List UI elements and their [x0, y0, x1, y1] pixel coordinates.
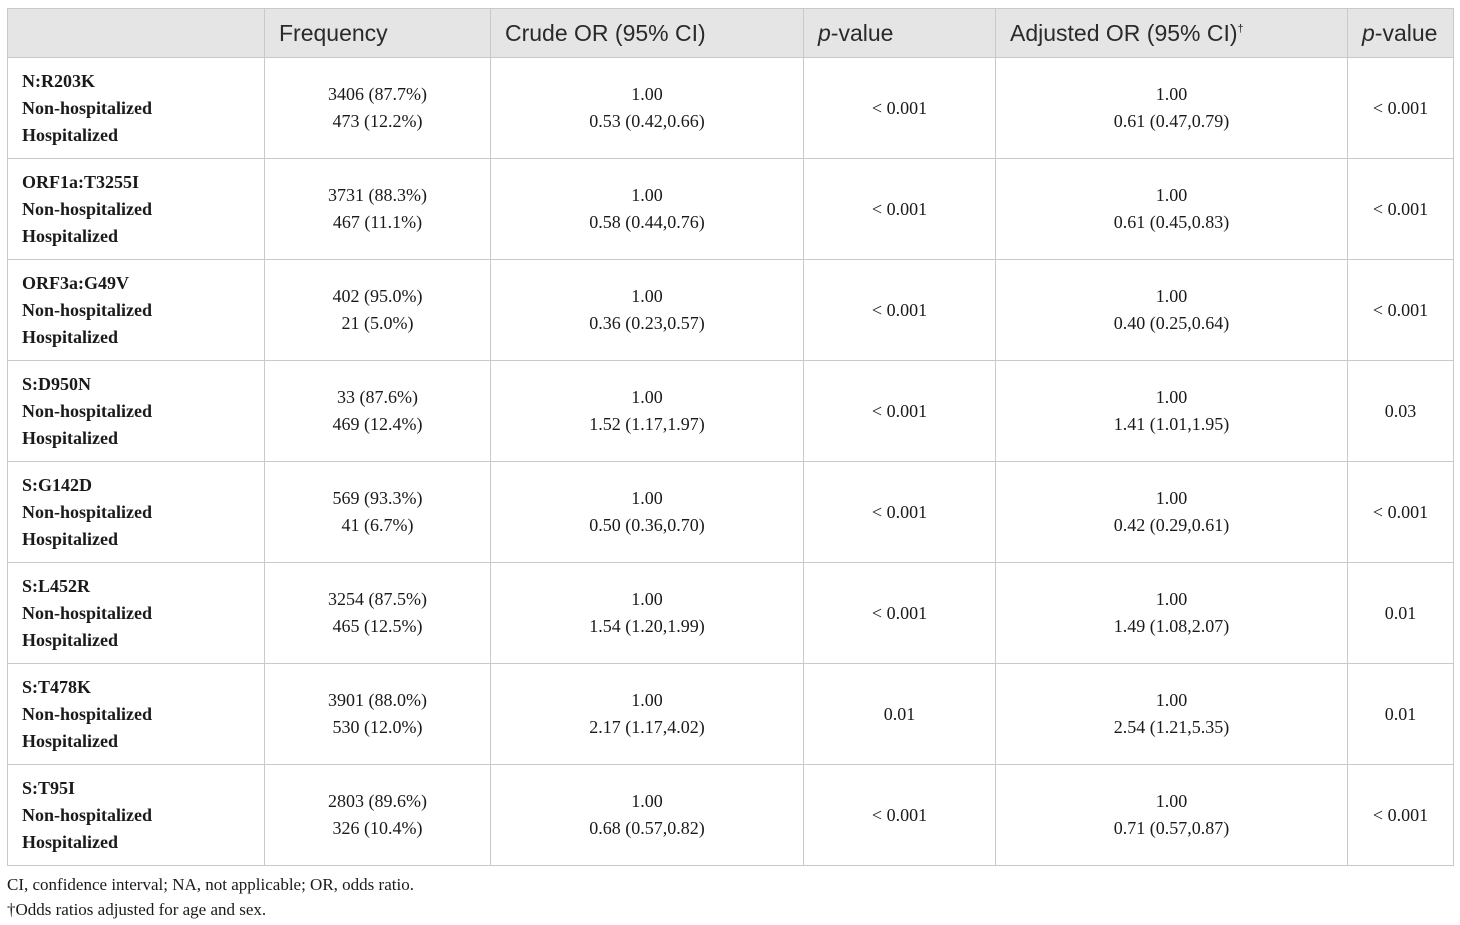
frequency-cell	[265, 159, 491, 260]
group-label: Non-hospitalized	[22, 299, 153, 320]
crude-or-value: 0.68 (0.57,0.82)	[589, 818, 705, 838]
adjusted-or-value: 1.00	[1155, 488, 1188, 508]
group-label: Hospitalized	[22, 831, 119, 852]
p-value-crude-cell: < 0.001	[804, 765, 996, 866]
variant-name: N:R203K	[22, 70, 95, 91]
group-label: Non-hospitalized	[22, 602, 153, 623]
adjusted-or-value: 1.00	[1155, 387, 1188, 407]
header-p-value-adjusted	[1348, 9, 1454, 58]
frequency-cell	[265, 563, 491, 664]
adjusted-or-value: 1.00	[1155, 690, 1188, 710]
header-crude-or: Crude OR (95% CI)	[491, 9, 804, 58]
crude-or-cell	[491, 260, 804, 361]
frequency-cell	[265, 58, 491, 159]
variant-name: ORF3a:G49V	[22, 272, 129, 293]
crude-or-cell	[491, 664, 804, 765]
table-row	[8, 563, 1454, 664]
header-p-rest: -value	[1374, 19, 1438, 46]
variant-name: ORF1a:T3255I	[22, 171, 139, 192]
group-label: Hospitalized	[22, 427, 119, 448]
table-row	[8, 462, 1454, 563]
crude-or-value: 1.52 (1.17,1.97)	[589, 414, 705, 434]
adjusted-or-value: 1.41 (1.01,1.95)	[1113, 414, 1230, 434]
adjusted-or-value: 0.71 (0.57,0.87)	[1113, 818, 1230, 838]
frequency-value: 3901 (88.0%)	[328, 690, 427, 710]
p-value-adjusted-cell: 0.03	[1348, 361, 1454, 462]
crude-or-cell	[491, 462, 804, 563]
header-row	[8, 9, 1454, 58]
adjusted-or-value: 1.00	[1155, 185, 1188, 205]
p-value-crude-cell: < 0.001	[804, 462, 996, 563]
variant-name: S:G142D	[22, 474, 93, 495]
table-row	[8, 765, 1454, 866]
group-label: Non-hospitalized	[22, 703, 153, 724]
header-variant	[8, 9, 265, 58]
frequency-value: 467 (11.1%)	[332, 212, 423, 232]
adjusted-or-cell	[996, 361, 1348, 462]
variant-cell	[8, 260, 265, 361]
footnote-abbreviations: CI, confidence interval; NA, not applicable; OR, odds ratio.	[7, 875, 414, 894]
p-value-adjusted-cell: < 0.001	[1348, 462, 1454, 563]
frequency-cell	[265, 462, 491, 563]
adjusted-or-cell	[996, 664, 1348, 765]
table-header	[8, 9, 1454, 58]
p-value-adjusted-cell: < 0.001	[1348, 765, 1454, 866]
table-row	[8, 361, 1454, 462]
adjusted-or-value: 2.54 (1.21,5.35)	[1113, 717, 1230, 737]
adjusted-or-value: 1.00	[1155, 286, 1188, 306]
table-row	[8, 260, 1454, 361]
group-label: Hospitalized	[22, 629, 119, 650]
frequency-value: 326 (10.4%)	[332, 818, 423, 838]
group-label: Non-hospitalized	[22, 501, 153, 522]
group-label: Non-hospitalized	[22, 400, 153, 421]
frequency-value: 469 (12.4%)	[332, 414, 423, 434]
footnote-adjustment: †Odds ratios adjusted for age and sex.	[7, 900, 267, 919]
frequency-value: 2803 (89.6%)	[328, 791, 427, 811]
crude-or-value: 0.50 (0.36,0.70)	[589, 515, 705, 535]
frequency-value: 473 (12.2%)	[332, 111, 423, 131]
p-value-adjusted-cell: < 0.001	[1348, 159, 1454, 260]
variant-cell	[8, 361, 265, 462]
adjusted-or-value: 0.42 (0.29,0.61)	[1113, 515, 1230, 535]
frequency-value: 402 (95.0%)	[332, 286, 423, 306]
table-row	[8, 159, 1454, 260]
group-label: Hospitalized	[22, 528, 119, 549]
frequency-value: 33 (87.6%)	[337, 387, 418, 407]
header-frequency: Frequency	[265, 9, 491, 58]
crude-or-value: 0.58 (0.44,0.76)	[589, 212, 705, 232]
crude-or-value: 2.17 (1.17,4.02)	[589, 717, 705, 737]
adjusted-or-value: 1.49 (1.08,2.07)	[1113, 616, 1230, 636]
variant-cell	[8, 462, 265, 563]
header-p-rest: -value	[830, 19, 894, 46]
crude-or-value: 1.00	[631, 387, 663, 407]
group-label: Non-hospitalized	[22, 804, 153, 825]
variant-name: S:L452R	[22, 575, 91, 596]
crude-or-value: 0.53 (0.42,0.66)	[589, 111, 705, 131]
header-p-italic: p	[818, 19, 831, 46]
variant-name: S:T95I	[22, 777, 76, 798]
crude-or-cell	[491, 159, 804, 260]
p-value-adjusted-cell: 0.01	[1348, 664, 1454, 765]
variant-name: S:T478K	[22, 676, 92, 697]
crude-or-value: 1.00	[631, 84, 663, 104]
crude-or-cell	[491, 361, 804, 462]
group-label: Hospitalized	[22, 326, 119, 347]
adjusted-or-value: 0.61 (0.45,0.83)	[1113, 212, 1230, 232]
crude-or-value: 1.00	[631, 488, 663, 508]
table-row	[8, 58, 1454, 159]
adjusted-or-cell	[996, 462, 1348, 563]
crude-or-value: 1.00	[631, 286, 663, 306]
crude-or-value: 1.00	[631, 690, 663, 710]
odds-ratio-table	[7, 8, 1454, 866]
header-p-value-crude	[804, 9, 996, 58]
group-label: Non-hospitalized	[22, 198, 153, 219]
crude-or-value: 1.00	[631, 589, 663, 609]
p-value-adjusted-cell: < 0.001	[1348, 58, 1454, 159]
variant-cell	[8, 664, 265, 765]
crude-or-cell	[491, 58, 804, 159]
p-value-crude-cell: 0.01	[804, 664, 996, 765]
frequency-cell	[265, 765, 491, 866]
crude-or-cell	[491, 563, 804, 664]
adjusted-or-value: 1.00	[1155, 791, 1188, 811]
variant-name: S:D950N	[22, 373, 92, 394]
adjusted-or-cell	[996, 765, 1348, 866]
variant-cell	[8, 563, 265, 664]
variant-cell	[8, 765, 265, 866]
p-value-crude-cell: < 0.001	[804, 260, 996, 361]
frequency-value: 530 (12.0%)	[332, 717, 423, 737]
frequency-cell	[265, 260, 491, 361]
frequency-value: 3406 (87.7%)	[328, 84, 427, 104]
frequency-value: 21 (5.0%)	[341, 313, 414, 333]
crude-or-cell	[491, 765, 804, 866]
adjusted-or-cell	[996, 260, 1348, 361]
adjusted-or-cell	[996, 58, 1348, 159]
table-body	[8, 58, 1454, 866]
frequency-value: 3731 (88.3%)	[328, 185, 427, 205]
p-value-adjusted-cell: < 0.001	[1348, 260, 1454, 361]
variant-cell	[8, 159, 265, 260]
crude-or-value: 1.54 (1.20,1.99)	[589, 616, 705, 636]
adjusted-or-value: 1.00	[1155, 589, 1188, 609]
adjusted-or-cell	[996, 563, 1348, 664]
p-value-adjusted-cell: 0.01	[1348, 563, 1454, 664]
header-adjusted-label: Adjusted OR (95% CI)	[1010, 19, 1238, 46]
group-label: Hospitalized	[22, 124, 119, 145]
frequency-value: 3254 (87.5%)	[328, 589, 427, 609]
adjusted-or-value: 1.00	[1155, 84, 1188, 104]
variant-cell	[8, 58, 265, 159]
frequency-cell	[265, 361, 491, 462]
group-label: Hospitalized	[22, 225, 119, 246]
frequency-cell	[265, 664, 491, 765]
table-row	[8, 664, 1454, 765]
group-label: Hospitalized	[22, 730, 119, 751]
crude-or-value: 1.00	[631, 185, 663, 205]
header-p-italic: p	[1362, 19, 1375, 46]
group-label: Non-hospitalized	[22, 97, 153, 118]
adjusted-or-value: 0.40 (0.25,0.64)	[1113, 313, 1230, 333]
adjusted-or-cell	[996, 159, 1348, 260]
crude-or-value: 0.36 (0.23,0.57)	[589, 313, 705, 333]
table-footnotes	[7, 872, 414, 922]
crude-or-value: 1.00	[631, 791, 663, 811]
p-value-crude-cell: < 0.001	[804, 58, 996, 159]
p-value-crude-cell: < 0.001	[804, 361, 996, 462]
header-adjusted-or	[996, 9, 1348, 58]
frequency-value: 465 (12.5%)	[332, 616, 423, 636]
header-adjusted-mark: †	[1237, 22, 1244, 35]
frequency-value: 569 (93.3%)	[332, 488, 423, 508]
adjusted-or-value: 0.61 (0.47,0.79)	[1113, 111, 1230, 131]
p-value-crude-cell: < 0.001	[804, 159, 996, 260]
p-value-crude-cell: < 0.001	[804, 563, 996, 664]
frequency-value: 41 (6.7%)	[341, 515, 414, 535]
